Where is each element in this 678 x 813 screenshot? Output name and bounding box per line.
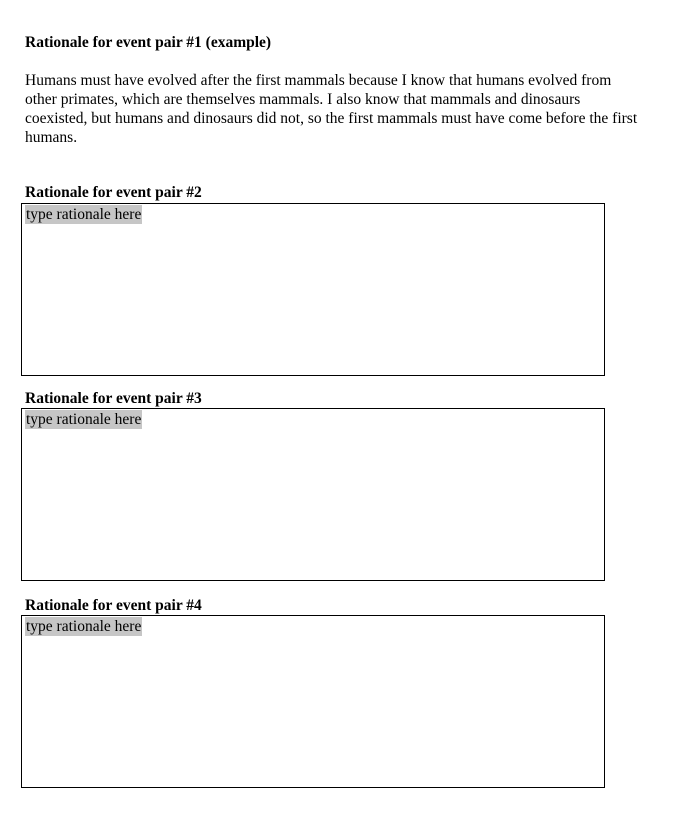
pair-3-heading: Rationale for event pair #3 xyxy=(25,390,202,407)
example-rationale-text: Humans must have evolved after the first mammals because I know that humans evolved from other primates, which are themselves mammals. I also know that mammals and dinosaurs coexisted, but humans and dinosaurs did not, so the first mammals must have come before the first humans. xyxy=(25,72,638,146)
pair-2-rationale-field[interactable] xyxy=(21,203,605,376)
pair-3-placeholder[interactable]: type rationale here xyxy=(26,411,142,428)
pair-4-rationale-field[interactable] xyxy=(21,615,605,788)
pair-2-heading: Rationale for event pair #2 xyxy=(25,184,202,201)
pair-4-placeholder[interactable]: type rationale here xyxy=(26,618,142,635)
pair-2-placeholder[interactable]: type rationale here xyxy=(26,206,142,223)
pair-4-heading: Rationale for event pair #4 xyxy=(25,597,202,614)
pair-3-rationale-field[interactable] xyxy=(21,408,605,581)
example-heading: Rationale for event pair #1 (example) xyxy=(25,34,272,51)
